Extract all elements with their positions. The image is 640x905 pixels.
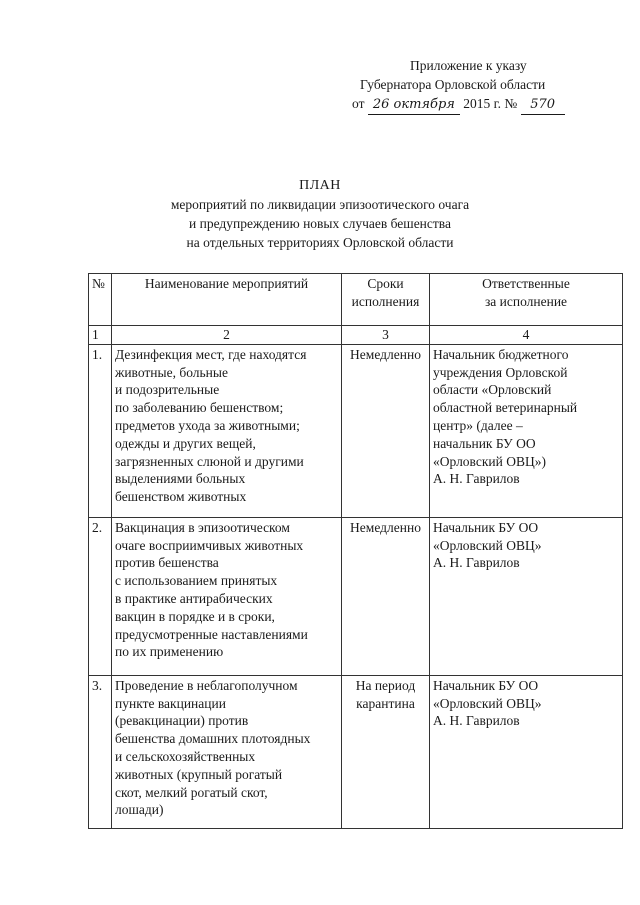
header-responsible: [430, 274, 623, 326]
responsible-line: начальник БУ ОО: [433, 435, 536, 451]
measure-name-line: пункте вакцинации: [115, 695, 226, 711]
measure-name-line: Вакцинация в эпизоотическом: [115, 519, 290, 535]
measure-name-line: одежды и других вещей,: [115, 435, 256, 451]
responsible-line: А. Н. Гаврилов: [433, 713, 520, 729]
header-resp-line-1: Ответственные: [482, 276, 570, 291]
measure-name-line: бешенством животных: [115, 489, 247, 505]
responsible: [430, 517, 623, 675]
responsible: [430, 344, 623, 517]
measure-name-line: (ревакцинации) против: [115, 713, 249, 729]
handwritten-number: 570: [521, 95, 565, 115]
measure-name-line: лошади): [115, 802, 164, 818]
responsible: [430, 675, 623, 828]
measure-name-line: животные, больные: [115, 364, 228, 380]
responsible-line: А. Н. Гаврилов: [433, 555, 520, 571]
column-number: 4: [430, 326, 623, 345]
measure-name-line: по заболеванию бешенством;: [115, 400, 284, 416]
measure-name-line: Дезинфекция мест, где находятся: [115, 346, 307, 362]
header-term-line-1: Сроки: [367, 276, 404, 291]
measure-name: [112, 344, 342, 517]
appendix-date-line: [352, 94, 612, 115]
measure-name-line: животных (крупный рогатый: [115, 766, 283, 782]
table-row: [89, 344, 623, 517]
header-term: [342, 274, 430, 326]
title-line-1: мероприятий по ликвидации эпизоотического очага: [170, 197, 470, 212]
column-number: 3: [342, 326, 430, 345]
deadline-line: Немедленно: [350, 519, 421, 535]
plan-table: [88, 273, 623, 829]
deadline: [342, 344, 430, 517]
table-row: [89, 675, 623, 828]
measure-name-line: выделениями больных: [115, 471, 246, 487]
measure-name-line: в практике антирабических: [115, 590, 273, 606]
measure-name: [112, 517, 342, 675]
responsible-line: Начальник БУ ОО: [433, 519, 539, 535]
measure-name-line: по их применению: [115, 644, 224, 660]
responsible-line: учреждения Орловской: [433, 364, 568, 380]
row-number: 2.: [89, 517, 112, 675]
measure-name-line: с использованием принятых: [115, 573, 278, 589]
measure-name-line: предметов ухода за животными;: [115, 417, 300, 433]
measure-name-line: бешенства домашних плотоядных: [115, 731, 311, 747]
measure-name-line: вакцин в порядке и в сроки,: [115, 608, 275, 624]
row-number: 1.: [89, 344, 112, 517]
measure-name: [112, 675, 342, 828]
deadline-line: карантина: [356, 695, 415, 711]
header-num: №: [89, 274, 112, 326]
responsible-line: А. Н. Гаврилов: [433, 471, 520, 487]
title-line-3: на отдельных территориях Орловской области: [186, 235, 454, 250]
table-row: [89, 517, 623, 675]
measure-name-line: загрязненных слюной и другими: [115, 453, 304, 469]
appendix-prefix: от: [352, 96, 365, 111]
table-header-row: [89, 274, 623, 326]
responsible-line: центр» (далее –: [433, 417, 523, 433]
document-title: [0, 176, 640, 252]
title-line-2: и предупреждению новых случаев бешенства: [189, 216, 451, 231]
handwritten-date: 26 октября: [368, 95, 460, 115]
responsible-line: «Орловский ОВЦ»): [433, 453, 546, 469]
column-number-row: [89, 326, 623, 345]
appendix-line-1: Приложение к указу: [410, 58, 527, 73]
header-resp-line-2: за исполнение: [484, 293, 568, 309]
measure-name-line: очаге восприимчивых животных: [115, 537, 304, 553]
responsible-line: областной ветеринарный: [433, 400, 578, 416]
appendix-year-number-label: 2015 г. №: [463, 96, 518, 111]
appendix-block: [352, 56, 612, 115]
deadline-line: Немедленно: [350, 346, 421, 362]
measure-name-line: скот, мелкий рогатый скот,: [115, 784, 268, 800]
responsible-line: «Орловский ОВЦ»: [433, 695, 542, 711]
measure-name-line: и сельскохозяйственных: [115, 748, 256, 764]
header-term-line-2: исполнения: [351, 293, 420, 309]
measure-name-line: против бешенства: [115, 555, 219, 571]
plan-heading: ПЛАН: [299, 178, 341, 193]
header-name: Наименование мероприятий: [112, 274, 342, 326]
deadline: [342, 517, 430, 675]
appendix-line-2: Губернатора Орловской области: [360, 77, 546, 92]
responsible-line: Начальник БУ ОО: [433, 677, 539, 693]
measure-name-line: предусмотренные наставлениями: [115, 626, 308, 642]
deadline-line: На период: [355, 677, 416, 693]
row-number: 3.: [89, 675, 112, 828]
responsible-line: Начальник бюджетного: [433, 346, 569, 362]
column-number: 1: [89, 326, 112, 345]
column-number: 2: [112, 326, 342, 345]
responsible-line: области «Орловский: [433, 382, 552, 398]
responsible-line: «Орловский ОВЦ»: [433, 537, 542, 553]
deadline: [342, 675, 430, 828]
measure-name-line: и подозрительные: [115, 382, 220, 398]
measure-name-line: Проведение в неблагополучном: [115, 677, 298, 693]
